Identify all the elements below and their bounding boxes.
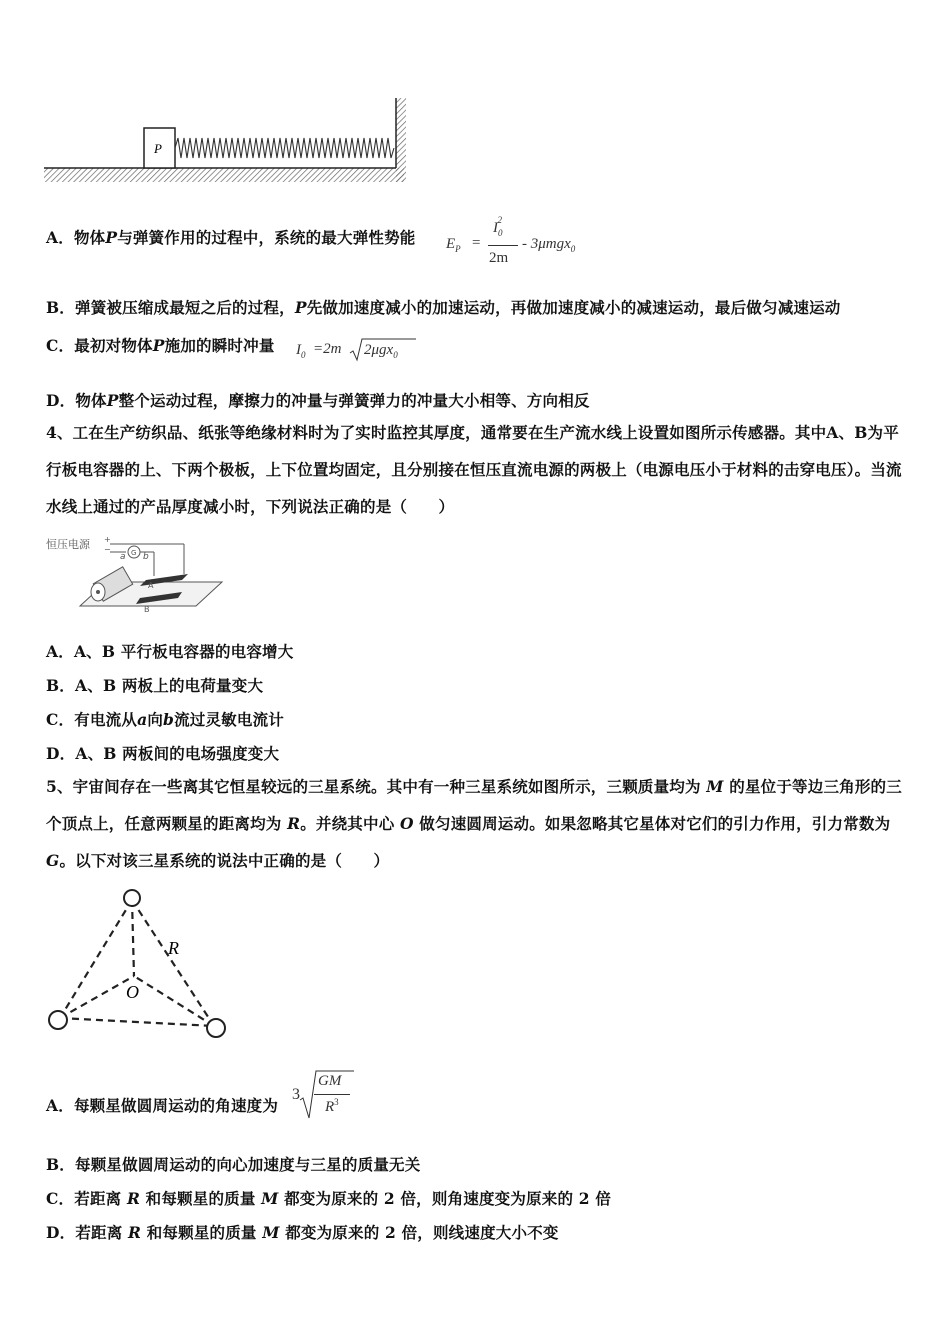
formula-tail: - 3μmgx$_0$ [522, 236, 576, 254]
side-left [60, 900, 132, 1018]
svg-text:a: a [120, 552, 126, 562]
q5-stem: 5、宇宙间存在一些离其它恒星较远的三星系统。其中有一种三星系统如图所示，三颗质量均为 M 的星位于等边三角形的三个顶点上，任意两颗星的距离均为 R。并绕其中心 O 做匀速圆周运动。如果忽略其它星体对它们的引力作用，引力常数为 G。以下对该三星系统的说法中正确的是（ ） [46, 777, 902, 870]
svg-text:+: + [104, 535, 111, 544]
capacitor-sensor-figure [46, 536, 226, 616]
q3-option-a [46, 226, 416, 248]
radius-right [134, 976, 214, 1026]
label-o: O [126, 982, 139, 1002]
option-text: 物体 [73, 228, 106, 247]
svg-text:b: b [143, 552, 149, 562]
option-text: 施加的瞬时冲量 [164, 336, 275, 355]
svg-text:G: G [131, 549, 137, 557]
star-top [124, 890, 140, 906]
star-left [49, 1011, 67, 1029]
option-label: C． [46, 336, 75, 355]
q4-option-b [46, 674, 263, 696]
q5-option-c: C．若距离 R 和每颗星的质量 M 都变为原来的 2 倍，则角速度变为原来的 2 倍 [46, 1189, 612, 1208]
option-text: 最初对物体 [74, 336, 153, 355]
label-r: R [168, 938, 179, 958]
three-star-figure [44, 882, 236, 1042]
option-text: 每颗星做圆周运动的向心加速度与三星的质量无关 [75, 1155, 421, 1174]
q4-option-a [46, 640, 293, 662]
source-label: 恒压电源 [46, 538, 90, 551]
option-text: 物体 [75, 391, 107, 410]
formula-den: 2m [489, 250, 509, 266]
option-text: 每颗星做圆周运动的角速度为 [73, 1096, 279, 1115]
q3a-formula: $E_P$ = $I_0^2$ 2m - 3μmgx$_0$ [446, 215, 576, 266]
option-text: A、B 两板间的电场强度变大 [75, 744, 280, 763]
option-label: B． [46, 676, 76, 695]
formula-num: $I_0^2$ [493, 215, 503, 238]
q3c-formula: $I_0$ =2m 2μgx$_0$ [296, 336, 426, 366]
option-text: 弹簧被压缩成最短之后的过程， [75, 298, 295, 317]
svg-text:A: A [148, 581, 154, 590]
option-label: D． [46, 391, 76, 410]
option-label: B． [46, 298, 76, 317]
q4-stem: 4、工在生产纺织品、纸张等绝缘材料时为了实时监控其厚度，通常要在生产流水线上设置如图所示传感器。其中A、B为平行板电容器的上、下两个极板，上下位置均固定，且分别接在恒压直流电源的两极上（电源电压小于材料的击穿电压）。当流水线上通过的产品厚度减小时，下列说法正确的是（ ） [46, 423, 902, 516]
option-label: A． [46, 228, 74, 247]
var-p: P [152, 336, 165, 355]
option-text: 先做加速度减小的加速运动，再做加速度减小的减速运动，最后做匀减速运动 [306, 298, 841, 317]
q5-option-d: D．若距离 R 和每颗星的质量 M 都变为原来的 2 倍，则线速度大小不变 [46, 1223, 559, 1242]
q5-option-a [46, 1094, 278, 1116]
spring [175, 138, 394, 158]
q3-option-d [46, 389, 590, 411]
q3-option-b [46, 296, 841, 318]
wall-hatch [396, 98, 406, 182]
option-text: 与弹簧作用的过程中，系统的最大弹性势能 [117, 228, 416, 247]
option-label: C． [46, 710, 75, 729]
side-bottom [60, 1018, 214, 1026]
var-b: b [163, 710, 175, 729]
radius-left [60, 976, 134, 1018]
svg-text:−: − [104, 545, 111, 554]
var-p: P [106, 391, 119, 410]
block-p-label: P [154, 141, 162, 156]
q3-option-c [46, 334, 275, 356]
var-p: P [294, 298, 307, 317]
option-text: 整个运动过程，摩擦力的冲量与弹簧弹力的冲量大小相等、方向相反 [118, 391, 590, 410]
radius-top [132, 900, 134, 976]
star-right [207, 1019, 225, 1037]
var-p: P [105, 228, 118, 247]
var-a: a [137, 710, 148, 729]
q4-option-d [46, 742, 279, 764]
option-text: A、B 平行板电容器的电容增大 [73, 642, 294, 661]
formula-lhs: $E_P$ [446, 236, 461, 254]
option-label: A． [46, 642, 74, 661]
option-label: A． [46, 1096, 74, 1115]
option-label: C． [46, 1189, 75, 1208]
q5a-formula: 3 GM $R^3$ [292, 1070, 362, 1122]
svg-text:B: B [144, 605, 150, 614]
q5-option-b [46, 1153, 420, 1175]
option-label: D． [46, 744, 76, 763]
option-label: D． [46, 1223, 76, 1242]
spring-block-figure [44, 98, 410, 186]
option-text: A、B 两板上的电荷量变大 [75, 676, 264, 695]
ground-hatch [44, 168, 404, 182]
q4-option-c: C．有电流从a向b流过灵敏电流计 [46, 710, 284, 729]
side-right [132, 900, 214, 1026]
option-label: B． [46, 1155, 76, 1174]
